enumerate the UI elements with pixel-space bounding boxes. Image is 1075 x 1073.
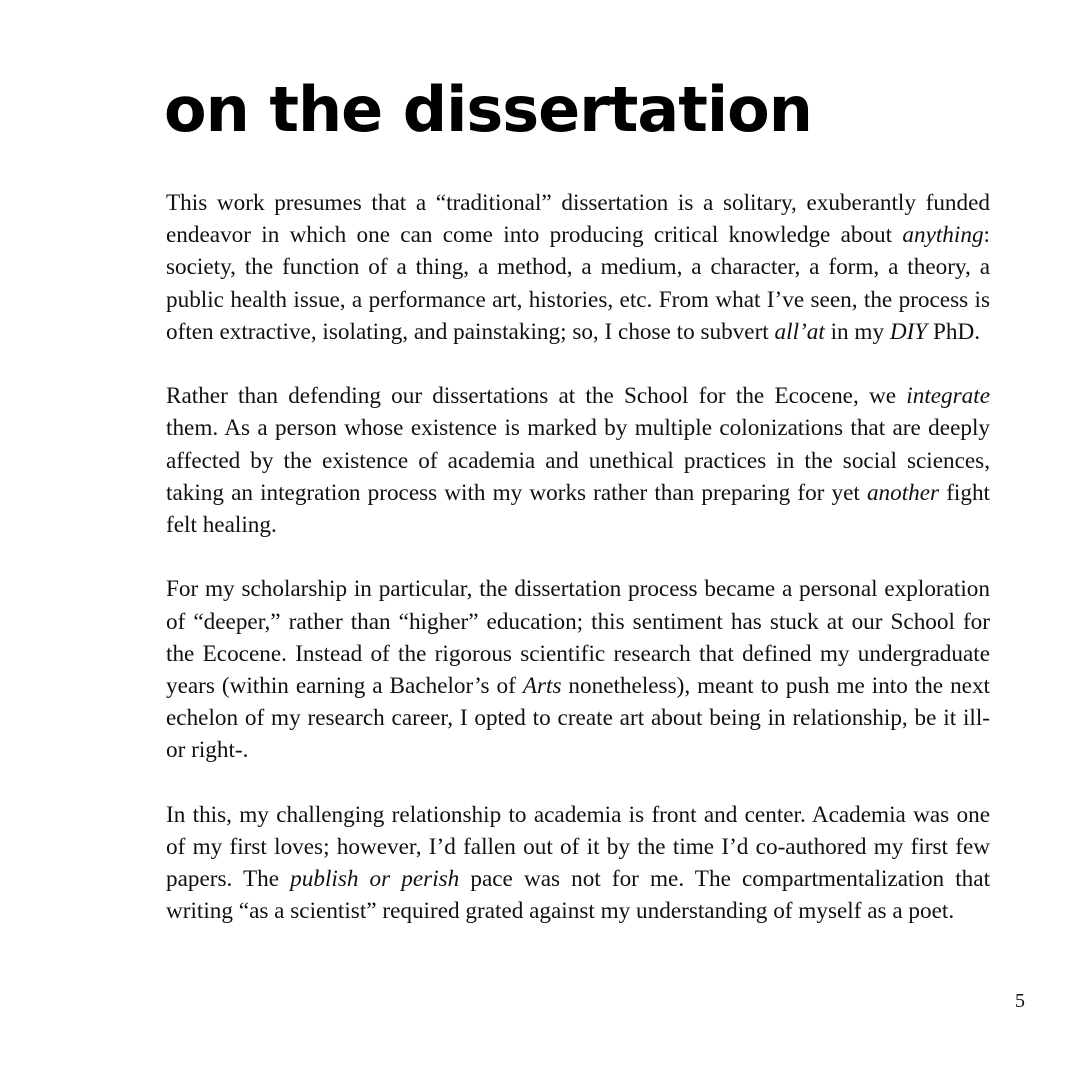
text-run: in my <box>824 318 890 345</box>
emphasis: all’at <box>774 318 825 345</box>
paragraph <box>166 380 990 541</box>
emphasis: anything <box>902 222 984 249</box>
text-run: For my scholarship in particular, the dissertation process became a personal exploration of “deeper,” rather than “higher” education; this sentiment has stuck at our School for the Ecocene. Instead of the rigorous scientific research that defined my undergraduate years (within earning a Bachelor’s of <box>166 576 990 700</box>
text-run: them. As a person whose existence is marked by multiple colonizations that are deeply affected by the existence of academia and unethical practices in the social sciences, taking an integration process with my works rather than preparing for yet <box>166 415 990 506</box>
text-run: nonetheless), meant to push me into the next echelon of my research career, I opted to create art about being in relationship, be it ill- or right-. <box>166 673 990 764</box>
text-run: pace was not for me. The compartmentalization that writing “as a scientist” required grated against my understanding of myself as a poet. <box>166 866 991 925</box>
text-run: fight felt healing. <box>166 479 991 539</box>
page-title: on the dissertation <box>164 73 812 146</box>
text-run: : society, the function of a thing, a method, a medium, a character, a form, a theory, a public health issue, a performance art, histories, etc. From what I’ve seen, the process is often extractive, isolating, and painstaking; so, I chose to subvert <box>166 222 990 345</box>
emphasis: Arts <box>522 673 562 700</box>
emphasis: publish or perish <box>290 866 460 893</box>
paragraph <box>166 187 990 348</box>
body-text <box>166 187 990 960</box>
emphasis: another <box>866 479 940 506</box>
text-run: PhD. <box>927 318 981 345</box>
paragraph <box>166 799 990 928</box>
text-run: In this, my challenging relationship to academia is front and center. Academia was one of my first loves; however, I’d fallen out of it by the time I’d co-authored my first few papers. The <box>166 801 990 893</box>
page-number: 5 <box>1015 990 1025 1012</box>
emphasis: integrate <box>906 383 990 410</box>
text-run: Rather than defending our dissertations at the School for the Ecocene, we <box>166 383 907 410</box>
paragraph <box>166 573 990 766</box>
text-run: This work presumes that a “traditional” dissertation is a solitary, exuberantly funded endeavor in which one can come into producing critical knowledge about <box>166 190 990 249</box>
emphasis: DIY <box>889 318 928 345</box>
